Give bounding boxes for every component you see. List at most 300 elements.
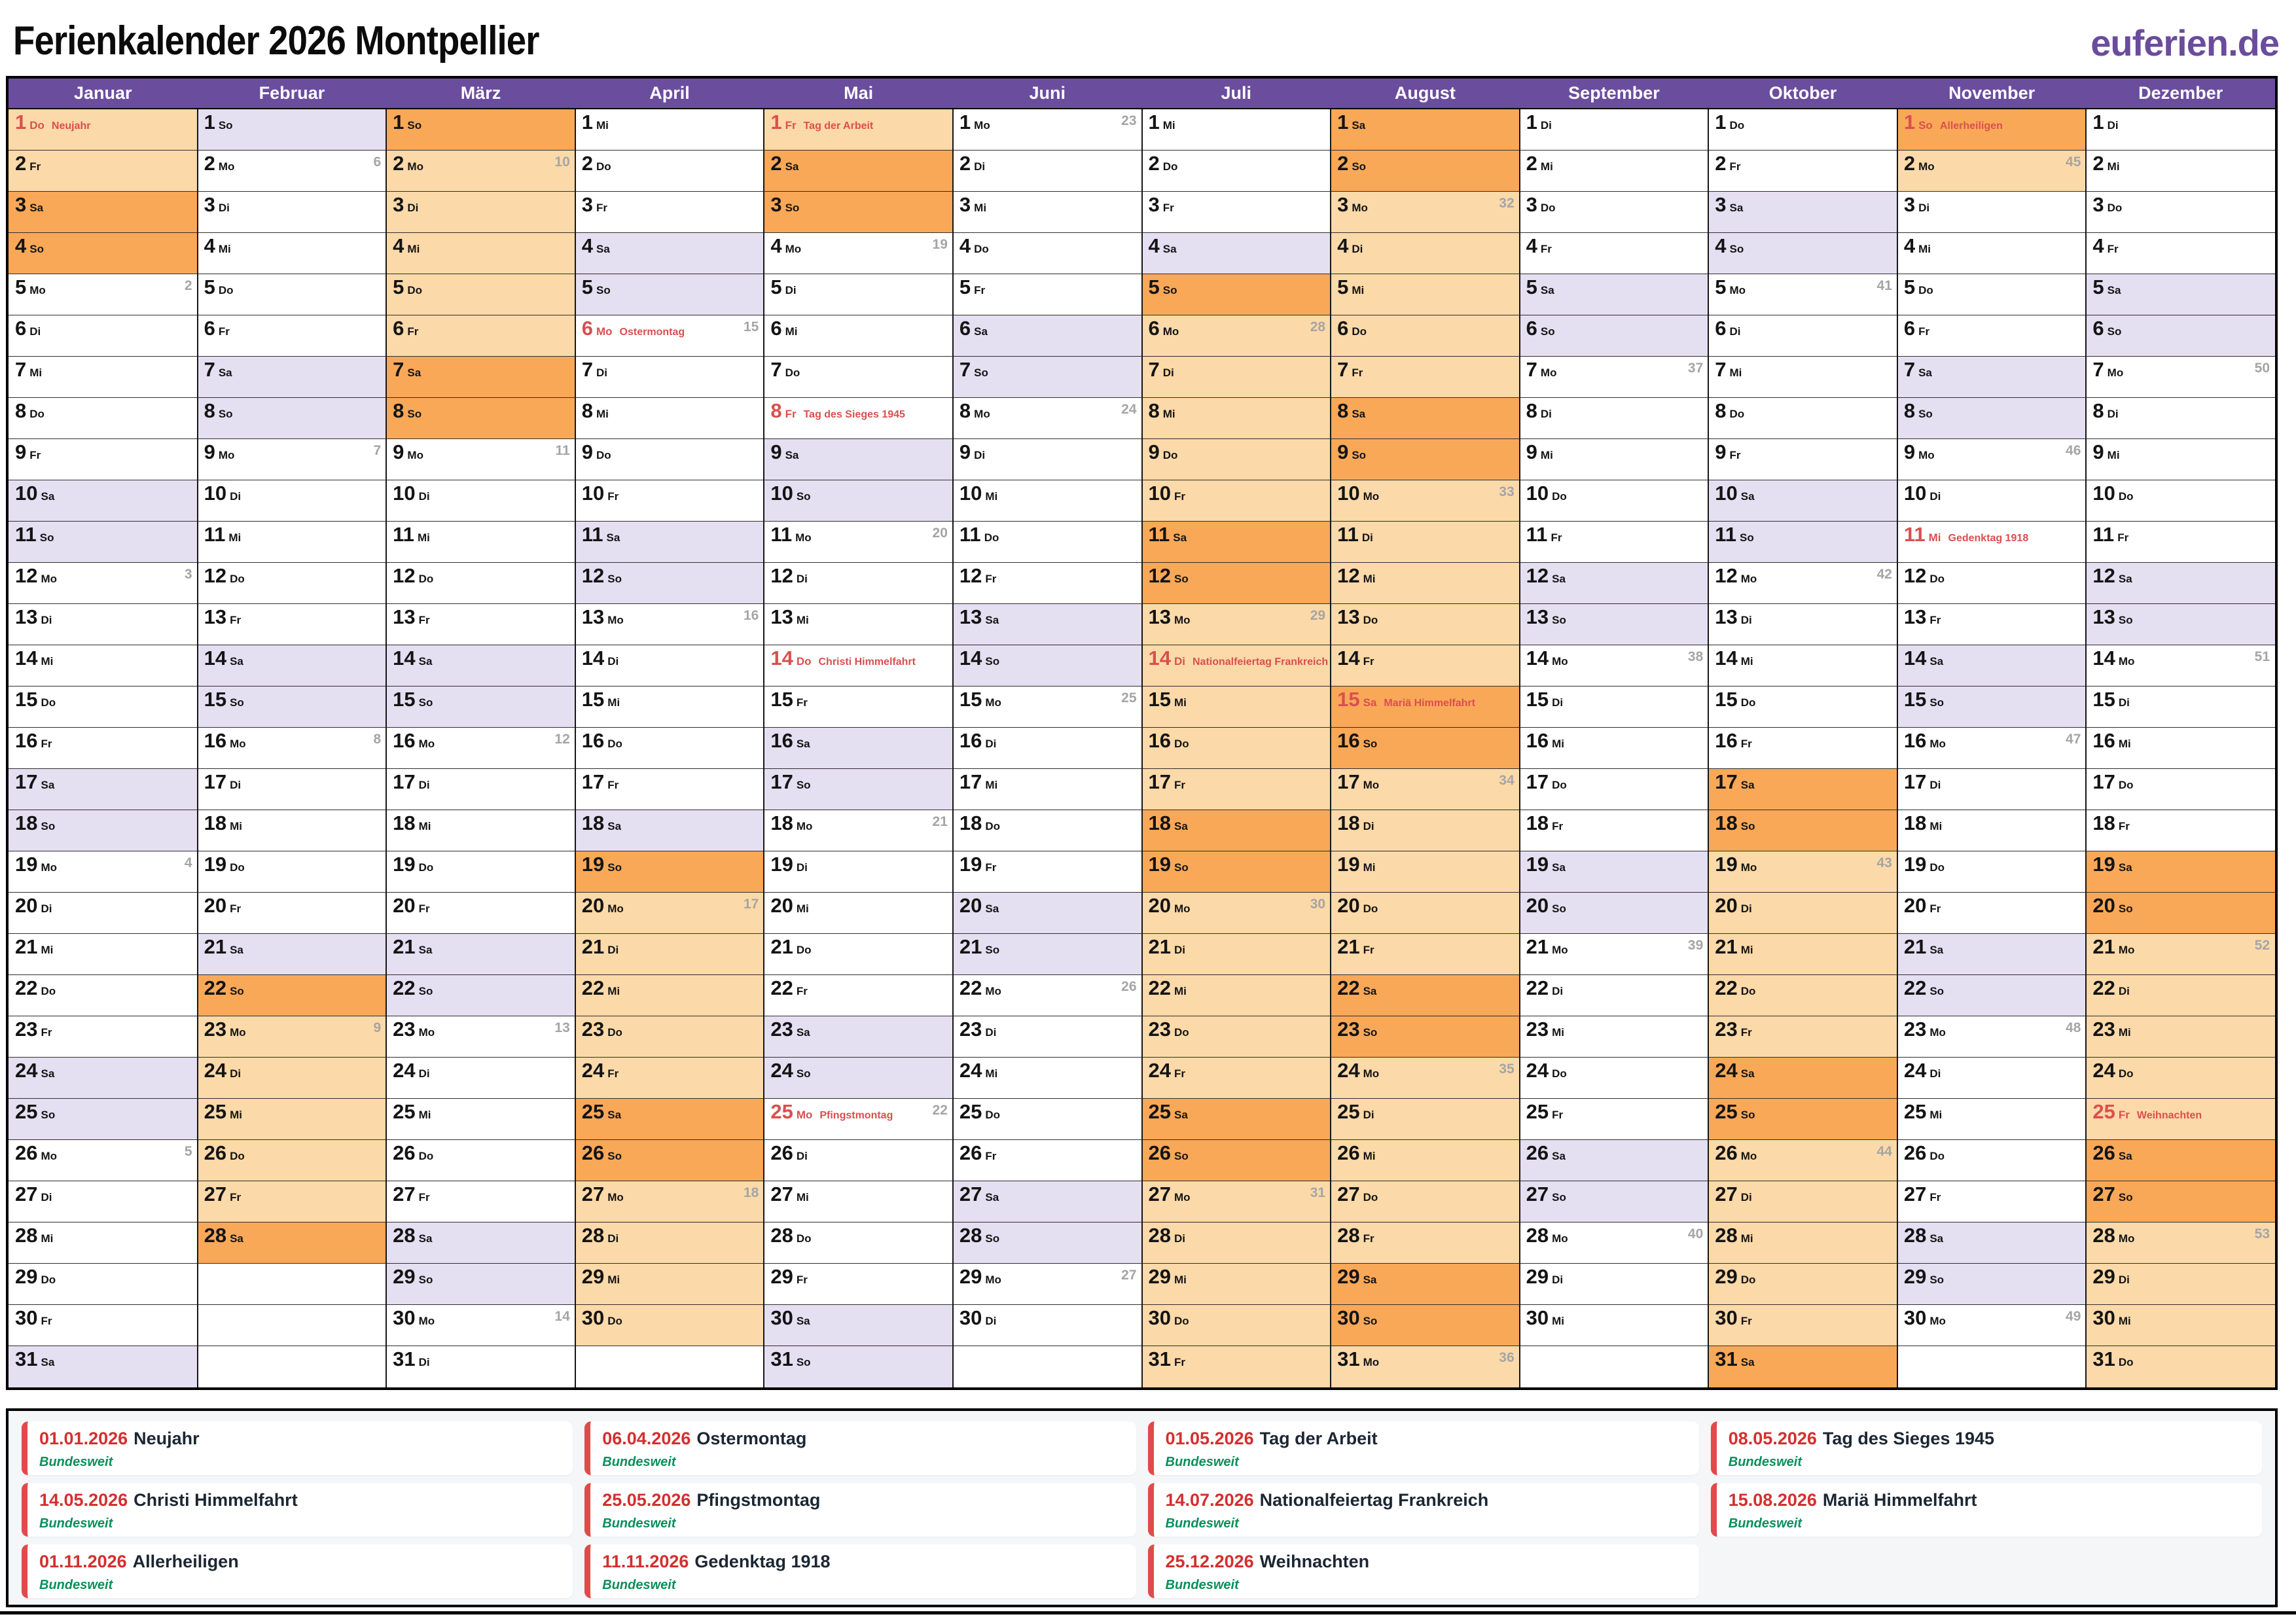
weekday-abbr: Di	[596, 366, 607, 379]
weekday-abbr: Mi	[607, 696, 620, 709]
weekday-abbr: Fr	[1552, 820, 1564, 832]
weekday-abbr: Sa	[1740, 779, 1755, 791]
day-cell	[1897, 975, 2087, 1016]
day-cell	[9, 728, 198, 769]
day-number: 29	[15, 1265, 38, 1288]
week-number: 11	[555, 443, 570, 458]
weekday-abbr: Do	[1729, 408, 1745, 420]
day-cell	[2086, 1346, 2275, 1387]
weekday-abbr: Di	[418, 490, 430, 503]
day-cell	[386, 1058, 575, 1099]
day-cell	[764, 439, 953, 480]
day-number: 23	[2092, 1018, 2115, 1041]
day-cell	[1142, 893, 1331, 934]
empty-cell	[198, 1264, 387, 1305]
day-number: 23	[393, 1018, 416, 1041]
day-cell	[953, 645, 1142, 687]
legend-date: 14.07.2026	[1165, 1490, 1254, 1510]
holiday-label: Tag der Arbeit	[803, 120, 874, 132]
day-number: 26	[770, 1141, 793, 1164]
weekday-abbr: So	[1552, 614, 1566, 626]
weekday-abbr: So	[41, 1109, 56, 1121]
weekday-abbr: Di	[1929, 1067, 1941, 1080]
weekday-abbr: Di	[1352, 243, 1363, 255]
weekday-abbr: Di	[1363, 820, 1374, 832]
weekday-abbr: Mo	[1174, 902, 1191, 915]
day-cell	[386, 893, 575, 934]
legend-line	[1729, 1429, 2250, 1449]
day-cell	[386, 1099, 575, 1140]
weekday-abbr: Sa	[796, 1315, 810, 1327]
day-number: 19	[1148, 853, 1171, 876]
day-cell	[1331, 851, 1520, 893]
day-number: 2	[1337, 152, 1349, 175]
day-number: 1	[1526, 111, 1537, 134]
weekday-abbr: Di	[1162, 366, 1174, 379]
day-number: 1	[581, 111, 593, 134]
weekday-abbr: Sa	[985, 614, 999, 626]
day-number: 10	[1337, 482, 1360, 505]
week-number: 32	[1499, 196, 1515, 211]
day-number: 22	[581, 976, 605, 999]
day-number: 7	[1148, 358, 1160, 381]
weekday-abbr: Sa	[785, 449, 799, 461]
day-number: 3	[581, 193, 593, 216]
day-cell	[764, 1222, 953, 1264]
day-cell	[1708, 398, 1897, 439]
weekday-abbr: Mi	[418, 1109, 431, 1121]
weekday-abbr: So	[1540, 325, 1555, 338]
weekday-abbr: Di	[785, 284, 797, 296]
day-number: 19	[204, 853, 227, 876]
weekday-abbr: Do	[1352, 325, 1367, 338]
day-number: 7	[581, 358, 593, 381]
day-cell	[198, 1140, 387, 1181]
weekday-abbr: Sa	[418, 944, 433, 956]
day-cell	[2086, 1305, 2275, 1346]
weekday-abbr: Di	[974, 160, 986, 173]
weekday-abbr: Sa	[407, 366, 422, 379]
day-cell	[1142, 975, 1331, 1016]
day-number: 15	[581, 688, 605, 711]
day-number: 18	[581, 812, 605, 834]
weekday-abbr: So	[785, 202, 800, 214]
day-cell	[2086, 192, 2275, 233]
weekday-abbr: Sa	[218, 366, 232, 379]
day-cell	[386, 315, 575, 357]
weekday-abbr: Sa	[418, 1232, 433, 1245]
day-number: 28	[1903, 1224, 1927, 1247]
day-number: 14	[1337, 647, 1360, 669]
weekday-abbr: So	[218, 408, 233, 420]
weekday-abbr: Do	[29, 119, 45, 132]
week-number: 35	[1499, 1061, 1515, 1077]
weekday-abbr: Do	[230, 1150, 245, 1162]
day-number: 17	[1715, 770, 1738, 793]
weekday-abbr: Mi	[785, 325, 798, 338]
weekday-abbr: So	[1363, 1026, 1378, 1039]
day-number: 9	[1337, 440, 1349, 463]
day-number: 9	[959, 440, 971, 463]
day-number: 24	[581, 1059, 605, 1082]
day-cell	[764, 357, 953, 398]
day-number: 12	[1903, 564, 1927, 587]
legend-line	[1729, 1490, 2250, 1510]
day-cell	[1520, 315, 1709, 357]
day-number: 16	[393, 729, 416, 752]
day-cell	[1520, 645, 1709, 687]
day-number: 2	[2092, 152, 2104, 175]
weekday-abbr: So	[418, 696, 433, 709]
day-number: 14	[770, 647, 793, 669]
day-number: 25	[581, 1100, 605, 1123]
day-cell	[1708, 769, 1897, 810]
weekday-abbr: Mi	[1552, 1026, 1565, 1039]
day-cell	[575, 1016, 764, 1058]
day-cell	[575, 1099, 764, 1140]
day-number: 22	[15, 976, 38, 999]
day-number: 30	[15, 1306, 38, 1329]
day-number: 23	[204, 1018, 227, 1041]
day-cell	[9, 563, 198, 604]
weekday-abbr: Do	[984, 531, 999, 544]
weekday-abbr: So	[607, 861, 622, 874]
weekday-abbr: Di	[607, 1232, 619, 1245]
weekday-abbr: Di	[1363, 1109, 1374, 1121]
day-cell	[1520, 1305, 1709, 1346]
day-cell	[2086, 233, 2275, 274]
day-cell	[198, 398, 387, 439]
day-cell	[386, 109, 575, 151]
weekday-abbr: Di	[2118, 696, 2130, 709]
day-cell	[198, 604, 387, 645]
weekday-abbr: Do	[796, 655, 812, 668]
weekday-abbr: Fr	[1174, 779, 1185, 791]
day-number: 22	[2092, 976, 2115, 999]
day-cell	[1331, 1099, 1520, 1140]
day-cell	[1520, 1099, 1709, 1140]
weekday-abbr: So	[1929, 1274, 1945, 1286]
day-number: 22	[204, 976, 227, 999]
day-number: 19	[770, 853, 793, 876]
day-number: 24	[1715, 1059, 1738, 1082]
day-number: 11	[393, 523, 414, 546]
day-cell	[1708, 522, 1897, 563]
day-number: 13	[1526, 605, 1549, 628]
day-number: 25	[1715, 1100, 1738, 1123]
weekday-abbr: Do	[1174, 1026, 1189, 1039]
day-cell	[1142, 769, 1331, 810]
day-number: 1	[15, 111, 27, 134]
week-number: 20	[932, 526, 948, 541]
weekday-abbr: Mi	[607, 985, 620, 997]
day-cell	[198, 274, 387, 315]
day-cell	[1708, 934, 1897, 975]
day-number: 2	[1526, 152, 1537, 175]
day-number: 23	[1903, 1018, 1927, 1041]
day-number: 8	[2092, 399, 2104, 422]
legend-scope: Bundesweit	[1165, 1578, 1239, 1592]
day-cell	[9, 1140, 198, 1181]
day-cell	[953, 274, 1142, 315]
day-number: 6	[1526, 317, 1537, 340]
day-cell	[1331, 274, 1520, 315]
day-cell	[953, 1264, 1142, 1305]
day-number: 12	[959, 564, 982, 587]
day-number: 16	[1148, 729, 1171, 752]
day-number: 28	[581, 1224, 605, 1247]
weekday-abbr: Sa	[1552, 1150, 1566, 1162]
day-number: 23	[770, 1018, 793, 1041]
day-number: 27	[1903, 1183, 1927, 1205]
day-number: 10	[1903, 482, 1927, 505]
weekday-abbr: Do	[1552, 490, 1567, 503]
day-number: 16	[204, 729, 227, 752]
day-number: 4	[770, 234, 782, 257]
day-number: 13	[581, 605, 605, 628]
weekday-abbr: Do	[1363, 1191, 1378, 1204]
day-cell	[2086, 109, 2275, 151]
day-number: 12	[1337, 564, 1360, 587]
weekday-abbr: Mi	[985, 490, 998, 503]
weekday-abbr: Do	[596, 449, 611, 461]
weekday-abbr: Sa	[596, 243, 610, 255]
day-number: 27	[1715, 1183, 1738, 1205]
day-cell	[953, 192, 1142, 233]
week-number: 14	[554, 1309, 570, 1324]
euferien-logo[interactable]: euferien.de	[2090, 22, 2279, 63]
day-cell	[198, 109, 387, 151]
day-cell	[764, 769, 953, 810]
weekday-abbr: So	[39, 531, 54, 544]
weekday-abbr: Di	[230, 1067, 242, 1080]
day-number: 1	[1148, 111, 1160, 134]
weekday-abbr: Mo	[1352, 202, 1368, 214]
day-number: 29	[1526, 1265, 1549, 1288]
day-number: 18	[1526, 812, 1549, 834]
day-number: 31	[770, 1347, 793, 1370]
weekday-abbr: Mi	[407, 243, 420, 255]
day-cell	[1897, 233, 2087, 274]
day-cell	[2086, 1181, 2275, 1222]
weekday-abbr: Sa	[1174, 820, 1188, 832]
day-number: 18	[1715, 812, 1738, 834]
day-number: 4	[1526, 234, 1537, 257]
day-cell	[1142, 1222, 1331, 1264]
day-number: 14	[393, 647, 416, 669]
weekday-abbr: Fr	[2117, 531, 2129, 544]
day-cell	[9, 398, 198, 439]
legend-date: 25.12.2026	[1165, 1552, 1254, 1571]
weekday-abbr: Mi	[2118, 1315, 2131, 1327]
weekday-abbr: Di	[218, 202, 230, 214]
weekday-abbr: Mo	[1552, 655, 1568, 668]
day-number: 13	[204, 605, 227, 628]
day-cell	[953, 480, 1142, 522]
day-number: 9	[15, 440, 27, 463]
weekday-abbr: Mo	[1929, 738, 1946, 750]
day-cell	[575, 1140, 764, 1181]
weekday-abbr: Fr	[418, 1191, 430, 1204]
legend-card	[1711, 1483, 2262, 1537]
weekday-abbr: So	[796, 1067, 811, 1080]
weekday-abbr: Mi	[1729, 366, 1742, 379]
day-cell	[386, 810, 575, 851]
day-cell	[575, 769, 764, 810]
week-number: 10	[554, 154, 570, 169]
day-number: 27	[15, 1183, 38, 1205]
day-cell	[575, 851, 764, 893]
day-number: 18	[2092, 812, 2115, 834]
day-number: 26	[581, 1141, 605, 1164]
weekday-abbr: Di	[1540, 408, 1552, 420]
weekday-abbr: Di	[2107, 119, 2119, 132]
day-number: 16	[1526, 729, 1549, 752]
weekday-abbr: Fr	[1352, 366, 1363, 379]
weekday-abbr: Do	[1929, 861, 1945, 874]
day-number: 13	[1337, 605, 1360, 628]
weekday-abbr: Mo	[418, 1026, 435, 1039]
day-cell	[1520, 398, 1709, 439]
weekday-abbr: Fr	[1363, 1232, 1374, 1245]
day-cell	[386, 1016, 575, 1058]
weekday-abbr: Mi	[2107, 160, 2120, 173]
weekday-abbr: Sa	[1929, 1232, 1944, 1245]
weekday-abbr: Mo	[29, 284, 46, 296]
day-cell	[386, 1181, 575, 1222]
legend-scope: Bundesweit	[602, 1516, 676, 1531]
day-number: 29	[959, 1265, 982, 1288]
week-number: 46	[2066, 443, 2081, 458]
week-number: 43	[1876, 855, 1892, 870]
day-cell	[9, 687, 198, 728]
day-cell	[764, 274, 953, 315]
day-cell	[9, 769, 198, 810]
day-number: 15	[204, 688, 227, 711]
day-number: 11	[1715, 523, 1737, 546]
day-cell	[198, 645, 387, 687]
weekday-abbr: Do	[218, 284, 234, 296]
day-cell	[1331, 1222, 1520, 1264]
day-number: 8	[1526, 399, 1537, 422]
day-number: 17	[1903, 770, 1927, 793]
weekday-abbr: Fr	[796, 696, 808, 709]
day-cell	[2086, 398, 2275, 439]
weekday-abbr: Mo	[1918, 449, 1935, 461]
weekday-abbr: Do	[1174, 738, 1189, 750]
day-cell	[1708, 563, 1897, 604]
day-cell	[764, 398, 953, 439]
day-cell	[198, 1016, 387, 1058]
weekday-abbr: Sa	[230, 655, 243, 668]
day-cell	[1331, 769, 1520, 810]
weekday-abbr: Mi	[1552, 738, 1565, 750]
day-cell	[764, 1058, 953, 1099]
day-number: 4	[1148, 234, 1160, 257]
month-column-oktober	[1708, 79, 1897, 1387]
weekday-abbr: Di	[41, 1191, 52, 1204]
day-cell	[1897, 563, 2087, 604]
weekday-abbr: Do	[2118, 1067, 2134, 1080]
legend-date: 06.04.2026	[602, 1429, 691, 1448]
day-number: 9	[2092, 440, 2104, 463]
legend-card	[584, 1544, 1136, 1598]
day-cell	[386, 769, 575, 810]
weekday-abbr: Mi	[41, 1232, 54, 1245]
weekday-abbr: Di	[1174, 1232, 1185, 1245]
day-number: 17	[770, 770, 793, 793]
day-number: 3	[1148, 193, 1160, 216]
day-cell	[198, 975, 387, 1016]
day-cell	[198, 233, 387, 274]
weekday-abbr: Fr	[1363, 655, 1374, 668]
day-cell	[953, 233, 1142, 274]
weekday-abbr: Fr	[1740, 1026, 1752, 1039]
empty-cell	[198, 1346, 387, 1387]
day-cell	[386, 1264, 575, 1305]
day-number: 3	[204, 193, 215, 216]
day-cell	[1897, 439, 2087, 480]
weekday-abbr: Mo	[1929, 1026, 1946, 1039]
weekday-abbr: Sa	[2118, 1150, 2132, 1162]
month-column-august	[1331, 79, 1520, 1387]
day-number: 2	[15, 152, 27, 175]
weekday-abbr: Do	[41, 1274, 56, 1286]
weekday-abbr: Di	[1929, 779, 1941, 791]
day-cell	[575, 151, 764, 192]
day-number: 2	[770, 152, 782, 175]
day-number: 1	[1715, 111, 1727, 134]
day-cell	[764, 192, 953, 233]
day-number: 9	[1715, 440, 1727, 463]
day-number: 12	[1715, 564, 1738, 587]
weekday-abbr: Sa	[1363, 1274, 1377, 1286]
day-cell	[2086, 934, 2275, 975]
day-number: 22	[770, 976, 793, 999]
day-cell	[953, 315, 1142, 357]
day-cell	[1520, 810, 1709, 851]
weekday-abbr: So	[1740, 1109, 1755, 1121]
weekday-abbr: Fr	[1363, 944, 1374, 956]
weekday-abbr: Fr	[974, 284, 986, 296]
day-number: 7	[204, 358, 215, 381]
day-number: 11	[959, 523, 981, 546]
day-number: 9	[204, 440, 215, 463]
weekday-abbr: Mi	[985, 779, 998, 791]
day-number: 1	[393, 111, 404, 134]
day-cell	[764, 1099, 953, 1140]
weekday-abbr: Di	[230, 779, 242, 791]
legend-date: 01.01.2026	[39, 1429, 128, 1448]
day-number: 8	[581, 399, 593, 422]
day-cell	[1520, 480, 1709, 522]
day-cell	[198, 1058, 387, 1099]
day-cell	[1520, 604, 1709, 645]
week-number: 33	[1499, 484, 1515, 499]
weekday-abbr: So	[607, 1150, 622, 1162]
day-number: 30	[1715, 1306, 1738, 1329]
day-number: 28	[770, 1224, 793, 1247]
day-cell	[9, 604, 198, 645]
weekday-abbr: Di	[407, 202, 419, 214]
day-number: 22	[959, 976, 982, 999]
weekday-abbr: Di	[2118, 985, 2130, 997]
day-cell	[1331, 1346, 1520, 1387]
weekday-abbr: Mo	[1174, 1191, 1191, 1204]
day-number: 26	[15, 1141, 38, 1164]
day-number: 7	[770, 358, 782, 381]
legend-scope: Bundesweit	[1165, 1455, 1239, 1469]
